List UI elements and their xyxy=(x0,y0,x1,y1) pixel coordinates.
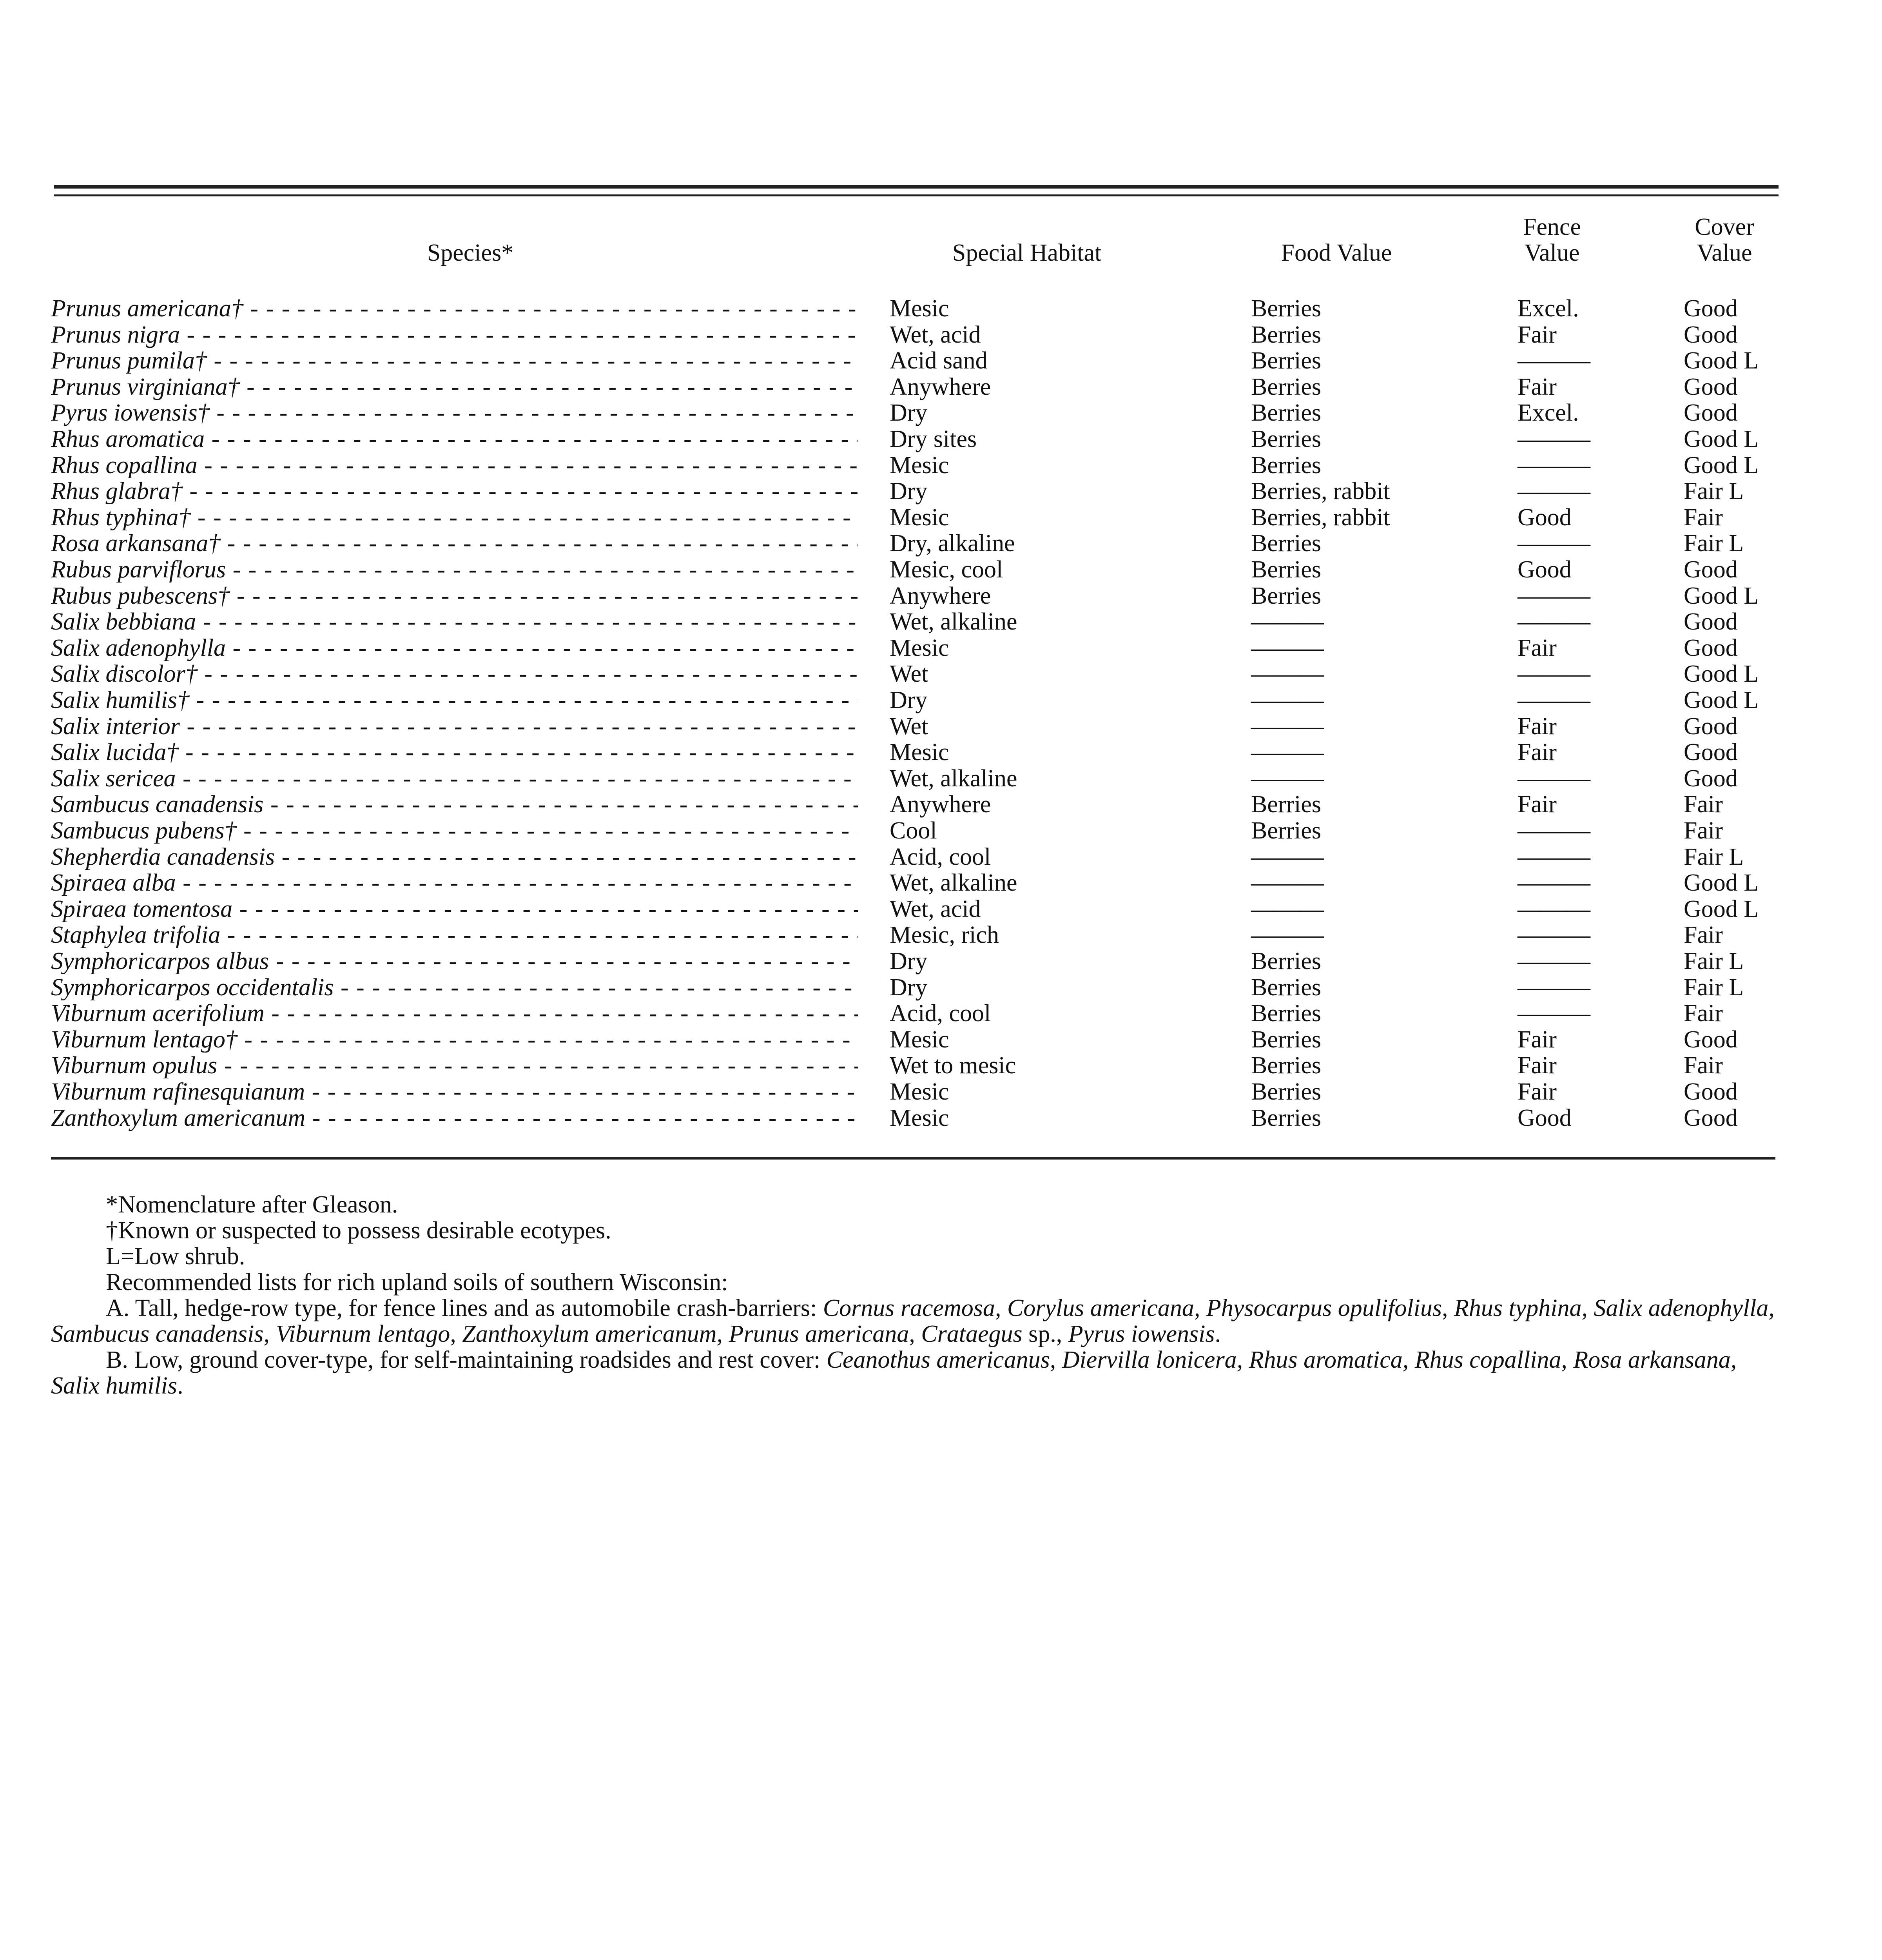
food-value-cell: Berries xyxy=(1251,1105,1322,1131)
species-name: Prunus nigra - - - xyxy=(51,322,858,348)
fence-value-cell: ——— xyxy=(1518,478,1590,505)
fence-value-cell: ——— xyxy=(1518,896,1590,922)
note-low-shrub: L=Low shrub. xyxy=(106,1243,245,1270)
food-value-cell: Berries xyxy=(1251,399,1322,426)
note-nomenclature: *Nomenclature after Gleason. xyxy=(106,1191,398,1218)
cover-value-cell: Good xyxy=(1684,713,1738,740)
cover-value-cell: Good L xyxy=(1684,426,1759,452)
table-row xyxy=(0,661,1882,687)
food-value-cell: Berries xyxy=(1251,530,1322,557)
header-fence-value: Fence Value xyxy=(1523,214,1581,266)
note-ecotypes: †Known or suspected to possess desirable ecotypes. xyxy=(106,1217,611,1244)
fence-value-cell: ——— xyxy=(1518,608,1590,635)
species-name: Prunus pumila† - - - xyxy=(51,348,858,374)
cover-value-cell: Good L xyxy=(1684,661,1759,687)
species-name: Salix sericea - - - xyxy=(51,766,858,791)
species-name: Symphoricarpos occidentalis - - - xyxy=(51,975,858,1000)
special-habitat-cell: Mesic xyxy=(890,1026,949,1053)
special-habitat-cell: Mesic, cool xyxy=(890,556,1003,583)
special-habitat-cell: Mesic, rich xyxy=(890,922,999,948)
special-habitat-cell: Dry xyxy=(890,478,928,505)
note-list-a: A. Tall, hedge-row type, for fence lines and as automobile crash-barriers: Cornus racemosa, Corylus americana, Physocarpus opulifolius, Rhus typhina, Salix adenophylla, Sambucus canadensis, Viburnum lentago, Zanthoxylum americanum, Prunus americana, Crataegus sp., Pyrus iowensis. xyxy=(51,1295,1775,1347)
special-habitat-cell: Mesic xyxy=(890,504,949,531)
species-name: Staphylea trifolia - - - xyxy=(51,922,858,948)
table-row xyxy=(0,557,1882,583)
food-value-cell: Berries xyxy=(1251,791,1322,818)
table-row xyxy=(0,609,1882,635)
fence-value-cell: Excel. xyxy=(1518,295,1579,322)
special-habitat-cell: Acid sand xyxy=(890,347,988,374)
special-habitat-cell: Dry xyxy=(890,974,928,1001)
fence-value-cell: ——— xyxy=(1518,661,1590,687)
food-value-cell: Berries, rabbit xyxy=(1251,478,1390,505)
table-row xyxy=(0,766,1882,791)
food-value-cell: Berries xyxy=(1251,1000,1322,1027)
species-name: Sambucus canadensis - - - xyxy=(51,791,858,817)
species-name: Rubus pubescens† - - - xyxy=(51,583,858,609)
fence-value-cell: ——— xyxy=(1518,452,1590,479)
header-species: Species* xyxy=(427,240,514,266)
cover-value-cell: Good xyxy=(1684,739,1738,766)
food-value-cell: ——— xyxy=(1251,739,1324,766)
fence-value-cell: Good xyxy=(1518,504,1572,531)
header-special-habitat: Special Habitat xyxy=(952,240,1102,266)
table-row xyxy=(0,348,1882,374)
cover-value-cell: Good xyxy=(1684,399,1738,426)
cover-value-cell: Good xyxy=(1684,556,1738,583)
food-value-cell: Berries xyxy=(1251,583,1322,609)
special-habitat-cell: Mesic xyxy=(890,635,949,661)
table-row xyxy=(0,713,1882,739)
species-name: Rubus parviflorus - - - xyxy=(51,557,858,583)
cover-value-cell: Good L xyxy=(1684,583,1759,609)
food-value-cell: Berries xyxy=(1251,347,1322,374)
note-list-b: B. Low, ground cover-type, for self-maintaining roadsides and rest cover: Ceanothus americanus, Diervilla lonicera, Rhus aromatica, Rhus copallina, Rosa arkansana, Salix humilis. xyxy=(51,1347,1737,1399)
food-value-cell: Berries xyxy=(1251,374,1322,400)
table-row xyxy=(0,739,1882,765)
food-value-cell: Berries, rabbit xyxy=(1251,504,1390,531)
table-row xyxy=(0,870,1882,896)
special-habitat-cell: Wet, acid xyxy=(890,896,981,922)
cover-value-cell: Good L xyxy=(1684,869,1759,896)
food-value-cell: ——— xyxy=(1251,713,1324,740)
cover-value-cell: Fair L xyxy=(1684,844,1744,870)
special-habitat-cell: Anywhere xyxy=(890,583,991,609)
table-row xyxy=(0,1000,1882,1026)
special-habitat-cell: Acid, cool xyxy=(890,1000,991,1027)
fence-value-cell: Fair xyxy=(1518,374,1557,400)
food-value-cell: ——— xyxy=(1251,687,1324,713)
food-value-cell: Berries xyxy=(1251,452,1322,479)
table-row xyxy=(0,1027,1882,1053)
note-recommended: Recommended lists for rich upland soils of southern Wisconsin: xyxy=(106,1269,728,1296)
fence-value-cell: ——— xyxy=(1518,922,1590,948)
cover-value-cell: Good xyxy=(1684,635,1738,661)
cover-value-cell: Good xyxy=(1684,295,1738,322)
species-name: Prunus virginiana† - - - xyxy=(51,374,858,400)
food-value-cell: Berries xyxy=(1251,426,1322,452)
table-notes xyxy=(51,1192,1779,1399)
fence-value-cell: Fair xyxy=(1518,635,1557,661)
fence-value-cell: ——— xyxy=(1518,583,1590,609)
table-top-rule xyxy=(54,185,1779,189)
table-row xyxy=(0,426,1882,452)
species-name: Spiraea tomentosa - - - xyxy=(51,896,858,922)
special-habitat-cell: Anywhere xyxy=(890,791,991,818)
cover-value-cell: Fair xyxy=(1684,791,1723,818)
fence-value-cell: ——— xyxy=(1518,347,1590,374)
food-value-cell: ——— xyxy=(1251,765,1324,792)
special-habitat-cell: Wet, alkaline xyxy=(890,765,1017,792)
species-name: Rosa arkansana† - - - xyxy=(51,530,858,556)
table-row xyxy=(0,505,1882,530)
special-habitat-cell: Wet xyxy=(890,713,928,740)
fence-value-cell: ——— xyxy=(1518,869,1590,896)
fence-value-cell: ——— xyxy=(1518,844,1590,870)
header-cover-value: Cover Value xyxy=(1695,214,1754,266)
fence-value-cell: Fair xyxy=(1518,713,1557,740)
special-habitat-cell: Dry xyxy=(890,948,928,975)
cover-value-cell: Good L xyxy=(1684,896,1759,922)
table-row xyxy=(0,530,1882,556)
species-name: Viburnum lentago† - - - xyxy=(51,1027,858,1053)
species-name: Salix humilis† - - - xyxy=(51,687,858,713)
cover-value-cell: Fair xyxy=(1684,1000,1723,1027)
table-row xyxy=(0,844,1882,870)
food-value-cell: ——— xyxy=(1251,608,1324,635)
table-row xyxy=(0,791,1882,817)
food-value-cell: Berries xyxy=(1251,974,1322,1001)
table-row xyxy=(0,922,1882,948)
food-value-cell: Berries xyxy=(1251,295,1322,322)
food-value-cell: Berries xyxy=(1251,1078,1322,1105)
species-name: Spiraea alba - - - xyxy=(51,870,858,896)
food-value-cell: Berries xyxy=(1251,1026,1322,1053)
food-value-cell: Berries xyxy=(1251,556,1322,583)
food-value-cell: Berries xyxy=(1251,817,1322,844)
food-value-cell: ——— xyxy=(1251,896,1324,922)
species-name: Shepherdia canadensis - - - xyxy=(51,844,858,870)
cover-value-cell: Fair xyxy=(1684,1052,1723,1079)
table-row xyxy=(0,478,1882,504)
species-name: Viburnum rafinesquianum - - - xyxy=(51,1079,858,1105)
fence-value-cell: ——— xyxy=(1518,765,1590,792)
species-name: Rhus copallina - - - xyxy=(51,452,858,478)
table-bottom-rule xyxy=(51,1157,1775,1160)
food-value-cell: Berries xyxy=(1251,948,1322,975)
special-habitat-cell: Anywhere xyxy=(890,374,991,400)
table-row xyxy=(0,452,1882,478)
species-name: Viburnum acerifolium - - - xyxy=(51,1000,858,1026)
table-row xyxy=(0,1105,1882,1131)
cover-value-cell: Fair L xyxy=(1684,974,1744,1001)
special-habitat-cell: Wet xyxy=(890,661,928,687)
special-habitat-cell: Dry xyxy=(890,399,928,426)
fence-value-cell: Fair xyxy=(1518,1078,1557,1105)
fence-value-cell: ——— xyxy=(1518,974,1590,1001)
species-name: Salix bebbiana - - - xyxy=(51,609,858,635)
cover-value-cell: Fair xyxy=(1684,922,1723,948)
species-name: Rhus aromatica - - - xyxy=(51,426,858,452)
header-food-value: Food Value xyxy=(1281,240,1392,266)
fence-value-cell: ——— xyxy=(1518,687,1590,713)
table-row xyxy=(0,583,1882,609)
fence-value-cell: Fair xyxy=(1518,1026,1557,1053)
fence-value-cell: Fair xyxy=(1518,791,1557,818)
cover-value-cell: Good L xyxy=(1684,687,1759,713)
species-name: Rhus glabra† - - - xyxy=(51,478,858,504)
table-row xyxy=(0,948,1882,974)
special-habitat-cell: Mesic xyxy=(890,1105,949,1131)
species-name: Salix adenophylla - - - xyxy=(51,635,858,661)
special-habitat-cell: Mesic xyxy=(890,452,949,479)
cover-value-cell: Fair L xyxy=(1684,530,1744,557)
table-row xyxy=(0,374,1882,400)
fence-value-cell: ——— xyxy=(1518,948,1590,975)
table-row xyxy=(0,322,1882,348)
species-name: Salix lucida† - - - xyxy=(51,739,858,765)
fence-value-cell: Good xyxy=(1518,556,1572,583)
fence-value-cell: Fair xyxy=(1518,1052,1557,1079)
special-habitat-cell: Dry xyxy=(890,687,928,713)
species-name: Prunus americana† - - - xyxy=(51,296,858,321)
cover-value-cell: Fair L xyxy=(1684,478,1744,505)
species-name: Viburnum opulus - - - xyxy=(51,1053,858,1078)
cover-value-cell: Good xyxy=(1684,765,1738,792)
species-name: Pyrus iowensis† - - - xyxy=(51,400,858,426)
food-value-cell: Berries xyxy=(1251,1052,1322,1079)
special-habitat-cell: Wet, alkaline xyxy=(890,608,1017,635)
special-habitat-cell: Dry, alkaline xyxy=(890,530,1015,557)
cover-value-cell: Good xyxy=(1684,608,1738,635)
cover-value-cell: Fair xyxy=(1684,817,1723,844)
fence-value-cell: ——— xyxy=(1518,426,1590,452)
fence-value-cell: Fair xyxy=(1518,321,1557,348)
table-row xyxy=(0,1053,1882,1078)
fence-value-cell: ——— xyxy=(1518,530,1590,557)
fence-value-cell: Good xyxy=(1518,1105,1572,1131)
special-habitat-cell: Acid, cool xyxy=(890,844,991,870)
fence-value-cell: Excel. xyxy=(1518,399,1579,426)
food-value-cell: ——— xyxy=(1251,661,1324,687)
table-row xyxy=(0,687,1882,713)
table-row xyxy=(0,400,1882,426)
table-row xyxy=(0,296,1882,321)
food-value-cell: Berries xyxy=(1251,321,1322,348)
table-row xyxy=(0,896,1882,922)
species-name: Sambucus pubens† - - - xyxy=(51,818,858,844)
cover-value-cell: Good L xyxy=(1684,452,1759,479)
table-row xyxy=(0,635,1882,661)
cover-value-cell: Fair xyxy=(1684,504,1723,531)
cover-value-cell: Good xyxy=(1684,1105,1738,1131)
special-habitat-cell: Cool xyxy=(890,817,937,844)
fence-value-cell: Fair xyxy=(1518,739,1557,766)
cover-value-cell: Good xyxy=(1684,1026,1738,1053)
special-habitat-cell: Wet, alkaline xyxy=(890,869,1017,896)
table-top-rule-thin xyxy=(54,194,1779,196)
table-row xyxy=(0,1079,1882,1105)
species-name: Zanthoxylum americanum - - - xyxy=(51,1105,858,1131)
species-name: Rhus typhina† - - - xyxy=(51,505,858,530)
special-habitat-cell: Wet to mesic xyxy=(890,1052,1016,1079)
special-habitat-cell: Mesic xyxy=(890,1078,949,1105)
special-habitat-cell: Wet, acid xyxy=(890,321,981,348)
species-name: Salix interior - - - xyxy=(51,713,858,739)
species-name: Salix discolor† - - - xyxy=(51,661,858,687)
special-habitat-cell: Dry sites xyxy=(890,426,977,452)
fence-value-cell: ——— xyxy=(1518,817,1590,844)
special-habitat-cell: Mesic xyxy=(890,295,949,322)
fence-value-cell: ——— xyxy=(1518,1000,1590,1027)
food-value-cell: ——— xyxy=(1251,869,1324,896)
cover-value-cell: Good xyxy=(1684,1078,1738,1105)
cover-value-cell: Good xyxy=(1684,321,1738,348)
species-name: Symphoricarpos albus - - - xyxy=(51,948,858,974)
special-habitat-cell: Mesic xyxy=(890,739,949,766)
cover-value-cell: Good L xyxy=(1684,347,1759,374)
cover-value-cell: Fair L xyxy=(1684,948,1744,975)
food-value-cell: ——— xyxy=(1251,922,1324,948)
table-row xyxy=(0,818,1882,844)
table-row xyxy=(0,975,1882,1000)
food-value-cell: ——— xyxy=(1251,844,1324,870)
food-value-cell: ——— xyxy=(1251,635,1324,661)
cover-value-cell: Good xyxy=(1684,374,1738,400)
